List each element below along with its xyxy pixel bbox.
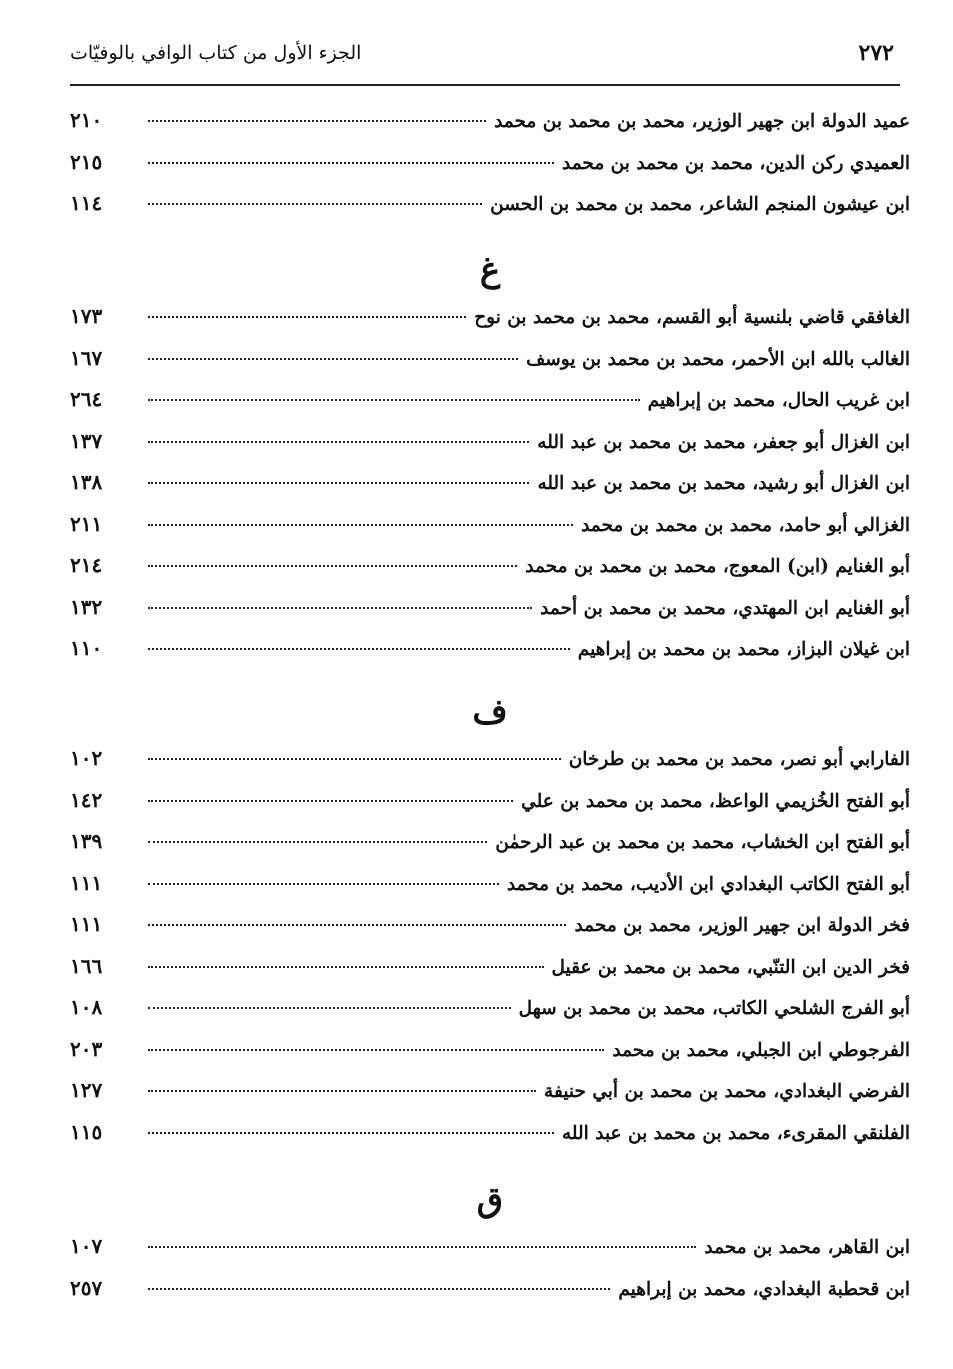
entry-name: ابن القاهر، محمد بن محمد xyxy=(704,1237,910,1258)
entry-page: ١١٥ xyxy=(70,1119,103,1144)
index-section-qaf xyxy=(70,1178,910,1309)
index-entry xyxy=(70,587,910,629)
entry-page: ٢٥٧ xyxy=(70,1275,103,1300)
dot-leader xyxy=(148,607,532,609)
entry-name: ابن غريب الحال، محمد بن إبراهيم xyxy=(647,390,910,411)
entry-name: الفرجوطي ابن الجبلي، محمد بن محمد xyxy=(612,1039,910,1061)
entry-name: الفارابي أبو نصر، محمد بن محمد بن طرخان xyxy=(568,749,910,770)
index-entry xyxy=(70,296,910,338)
entry-page: ٢٠٣ xyxy=(70,1036,103,1061)
dot-leader xyxy=(148,1007,511,1009)
entry-name: أبو الفتح الخُزيمي الواعظ، محمد بن محمد بن علي xyxy=(521,790,910,812)
dot-leader xyxy=(148,1288,610,1290)
entry-page: ٢١١ xyxy=(70,511,103,536)
entry-name: أبو الفتح ابن الخشاب، محمد بن محمد بن عبد الرحمٰن xyxy=(495,832,910,853)
entry-name: الغزالي أبو حامد، محمد بن محمد بن محمد xyxy=(581,514,910,536)
dot-leader xyxy=(148,358,518,360)
entry-name: فخر الدولة ابن جهير الوزير، محمد بن محمد xyxy=(574,915,910,936)
dot-leader xyxy=(148,565,517,567)
entry-name: ابن غيلان البزاز، محمد بن محمد بن إبراهيم xyxy=(577,639,910,660)
dot-leader xyxy=(148,1246,696,1248)
index-entry xyxy=(70,1070,910,1112)
entry-name: العميدي ركن الدين، محمد بن محمد بن محمد xyxy=(561,152,910,174)
running-title: الجزء الأول من كتاب الوافي بالوفيّات xyxy=(70,42,362,64)
entry-page: ١٢٧ xyxy=(70,1078,103,1102)
page-header xyxy=(70,38,900,84)
dot-leader xyxy=(148,120,486,122)
dot-leader xyxy=(148,162,554,164)
entry-page: ١٣٧ xyxy=(70,428,103,453)
index-entry xyxy=(70,462,910,504)
dot-leader xyxy=(148,883,499,885)
index-entry xyxy=(70,987,910,1029)
index-section-fa xyxy=(70,690,910,1153)
dot-leader xyxy=(148,1049,604,1051)
entry-page: ١٣٩ xyxy=(70,829,103,853)
index-entry xyxy=(70,1112,910,1154)
entry-name: عميد الدولة ابن جهير الوزير، محمد بن محمد بن محمد xyxy=(494,111,910,132)
index-entry xyxy=(70,100,910,142)
index-entry xyxy=(70,504,910,546)
entry-page: ١١٠ xyxy=(70,636,103,660)
entry-page: ١٤٢ xyxy=(70,787,103,812)
entry-page: ١٦٦ xyxy=(70,953,103,978)
index-entry xyxy=(70,904,910,946)
entry-page: ١١١ xyxy=(70,912,103,936)
index-entry xyxy=(70,863,910,905)
dot-leader xyxy=(148,924,566,926)
entry-page: ٢١٠ xyxy=(70,108,103,132)
entry-page: ٢١٤ xyxy=(70,553,103,577)
dot-leader xyxy=(148,1090,536,1092)
entry-page: ٢١٥ xyxy=(70,149,103,174)
dot-leader xyxy=(148,800,513,802)
index-entry xyxy=(70,780,910,822)
entry-name: أبو الغنايم (ابن) المعوج، محمد بن محمد بن محمد xyxy=(525,556,910,577)
dot-leader xyxy=(148,316,466,318)
index-entry xyxy=(70,628,910,670)
entry-name: ابن الغزال أبو جعفر، محمد بن محمد بن عبد الله xyxy=(537,431,910,453)
dot-leader xyxy=(148,758,561,760)
page-number: ٢٧٢ xyxy=(858,40,894,66)
entry-name: ابن عيشون المنجم الشاعر، محمد بن محمد بن الحسن xyxy=(490,194,910,215)
section-letter: ق xyxy=(476,1180,504,1220)
index-entry xyxy=(70,142,910,184)
dot-leader xyxy=(148,1132,554,1134)
entry-page: ١٠٨ xyxy=(70,995,103,1019)
dot-leader xyxy=(148,399,640,401)
index-entry xyxy=(70,338,910,380)
entry-name: الغالب بالله ابن الأحمر، محمد بن محمد بن يوسف xyxy=(526,348,910,370)
dot-leader xyxy=(148,524,573,526)
index-entry xyxy=(70,1029,910,1071)
section-letter: غ xyxy=(479,250,501,290)
entry-page: ١٠٢ xyxy=(70,746,103,770)
entry-name: أبو الفتح الكاتب البغدادي ابن الأديب، محمد بن محمد xyxy=(506,873,910,895)
dot-leader xyxy=(148,441,529,443)
index-entry xyxy=(70,1226,910,1268)
entry-name: أبو الغنايم ابن المهتدي، محمد بن محمد بن أحمد xyxy=(540,597,910,619)
entry-name: أبو الفرج الشلحي الكاتب، محمد بن محمد بن سهل xyxy=(518,998,910,1019)
entry-page: ١١١ xyxy=(70,870,103,895)
dot-leader xyxy=(148,841,487,843)
entry-page: ٢٦٤ xyxy=(70,387,103,411)
dot-leader xyxy=(148,966,544,968)
dot-leader xyxy=(148,648,570,650)
entry-page: ١١٤ xyxy=(70,191,103,215)
section-letter: ف xyxy=(472,692,508,732)
entry-page: ١٣٨ xyxy=(70,470,103,494)
index-entry xyxy=(70,738,910,780)
index-section-ghayn xyxy=(70,248,910,670)
index-entry xyxy=(70,183,910,225)
index-entry xyxy=(70,421,910,463)
entry-page: ١٧٣ xyxy=(70,304,103,328)
dot-leader xyxy=(148,482,529,484)
entry-name: فخر الدين ابن التنّبي، محمد بن محمد بن عقيل xyxy=(551,956,910,978)
entry-name: الغافقي قاضي بلنسية أبو القسم، محمد بن محمد بن نوح xyxy=(474,307,910,328)
index-entry xyxy=(70,946,910,988)
entry-name: ابن قحطبة البغدادي، محمد بن إبراهيم xyxy=(618,1278,910,1300)
entry-page: ١٠٧ xyxy=(70,1234,103,1258)
index-section-continued xyxy=(70,100,910,225)
entry-page: ١٦٧ xyxy=(70,345,103,370)
dot-leader xyxy=(148,203,482,205)
header-rule xyxy=(70,84,900,86)
entry-page: ١٣٢ xyxy=(70,594,103,619)
entry-name: ابن الغزال أبو رشيد، محمد بن محمد بن عبد الله xyxy=(537,473,910,494)
index-entry xyxy=(70,545,910,587)
entry-name: الفلنقي المقرىء، محمد بن محمد بن عبد الله xyxy=(561,1122,910,1144)
index-entry xyxy=(70,379,910,421)
index-entry xyxy=(70,821,910,863)
entry-name: الفرضي البغدادي، محمد بن محمد بن أبي حنيفة xyxy=(544,1081,910,1102)
index-entry xyxy=(70,1268,910,1310)
